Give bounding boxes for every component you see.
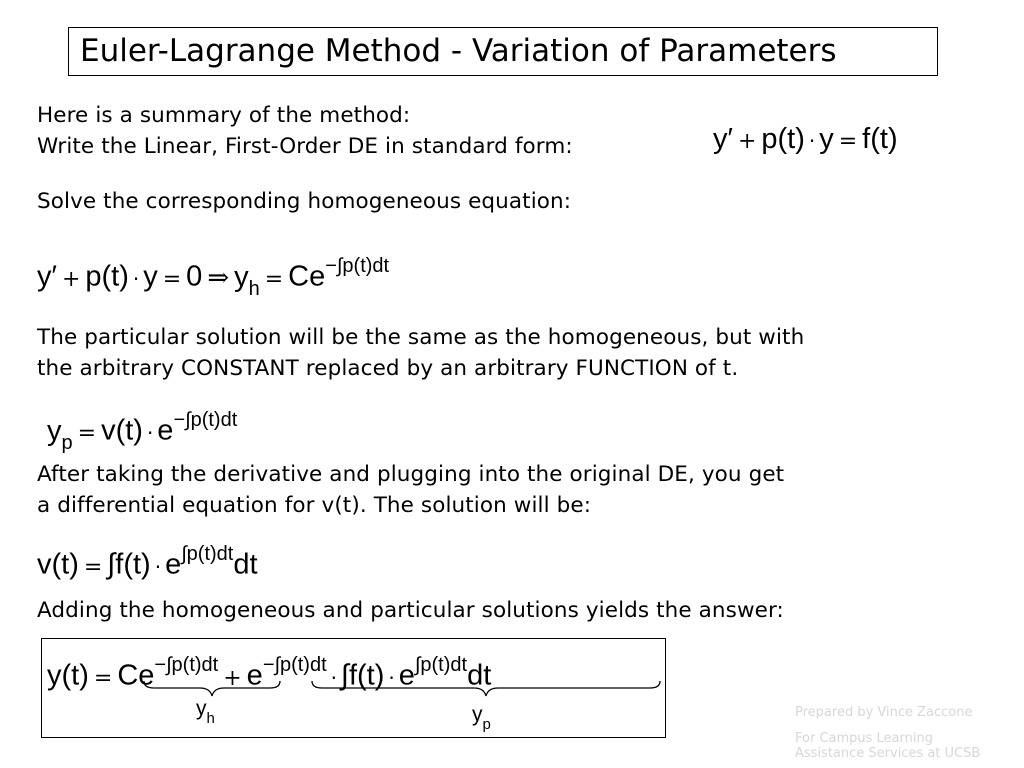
equals-sign-2: = (264, 266, 284, 292)
e-base-2: e (398, 659, 415, 692)
e-base: e (157, 414, 174, 447)
plus-sign: + (223, 665, 242, 691)
integral-sign: ∫ (341, 659, 349, 692)
f-of-t: f(t) (348, 659, 385, 692)
homogeneous-prompt: Solve the corresponding homogeneous equation: (37, 189, 572, 214)
underbrace-homogeneous (142, 679, 282, 699)
implies-arrow: ⇒ (207, 262, 230, 293)
derivative-line-2: a differential equation for v(t). The solution will be: (37, 493, 592, 518)
v-solution-equation (37, 540, 258, 585)
standard-form-equation (713, 122, 898, 159)
c-e: Ce (288, 260, 326, 293)
e-base: e (165, 548, 182, 581)
particular-line-2: the arbitrary CONSTANT replaced by an arbitrary FUNCTION of t. (37, 356, 739, 381)
derivative-line-1: After taking the derivative and plugging into the original DE, you get (37, 462, 785, 487)
dot-operator: · (146, 420, 154, 445)
intro-line-2: Write the Linear, First-Order DE in standard form: (37, 134, 573, 159)
answer-box (41, 638, 666, 738)
underbrace-particular (310, 679, 662, 699)
equals-sign: = (77, 420, 97, 446)
equals-sign: = (162, 266, 182, 292)
f-of-t: f(t) (115, 548, 151, 581)
credit-author: Prepared by Vince Zaccone (795, 705, 973, 720)
particular-line-1: The particular solution will be the same as the homogeneous, but with (37, 325, 805, 350)
exponent-2: −∫p(t)dt (262, 654, 327, 676)
exponent: ∫p(t)dt (181, 543, 234, 565)
integral-sign: ∫ (107, 548, 116, 581)
y-variable: y (819, 123, 834, 155)
dot-operator: · (154, 554, 162, 579)
credit-org-line-1: For Campus Learning (795, 731, 933, 746)
intro-line-1: Here is a summary of the method: (37, 103, 411, 128)
dot-operator: · (132, 266, 140, 291)
homogeneous-equation (37, 252, 389, 303)
y-variable: y (143, 260, 158, 293)
exponent-3: ∫p(t)dt (414, 654, 468, 676)
zero: 0 (186, 260, 203, 293)
exponent: −∫p(t)dt (173, 409, 238, 431)
particular-equation (47, 406, 237, 457)
slide-title: Euler-Lagrange Method - Variation of Parameters (68, 27, 938, 76)
p-of-t: p(t) (85, 260, 129, 293)
label-y-h: $y_h$ (196, 697, 215, 728)
p-of-t: p(t) (761, 123, 805, 155)
equals-sign: = (83, 554, 103, 580)
dt: dt (467, 659, 492, 692)
y-of-t: y(t) (47, 659, 89, 692)
adding-line: Adding the homogeneous and particular solutions yields the answer: (37, 598, 784, 623)
e-base: e (246, 659, 263, 692)
dot-operator-2: · (388, 665, 395, 690)
f-of-t: f(t) (862, 123, 898, 155)
dt: dt (233, 548, 258, 581)
credit-org-line-2: Assistance Services at UCSB (795, 746, 981, 761)
c-e: Ce (117, 659, 155, 692)
y-p: $y_p$ (47, 414, 73, 455)
exponent-1: −∫p(t)dt (154, 654, 219, 676)
y-prime: y′ (713, 123, 733, 155)
plus-sign: + (737, 129, 757, 154)
label-y-p: $y_p$ (472, 703, 491, 734)
y-h: $y_h$ (234, 260, 260, 301)
equals-sign: = (93, 665, 113, 691)
exponent: −∫p(t)dt (325, 255, 390, 277)
y-prime: y′ (37, 260, 57, 293)
v-of-t: v(t) (101, 414, 143, 447)
plus-sign: + (61, 266, 81, 292)
v-of-t: v(t) (37, 548, 79, 581)
equals-sign: = (838, 129, 858, 154)
dot-operator-1: · (330, 665, 338, 690)
dot-operator: · (808, 129, 816, 153)
